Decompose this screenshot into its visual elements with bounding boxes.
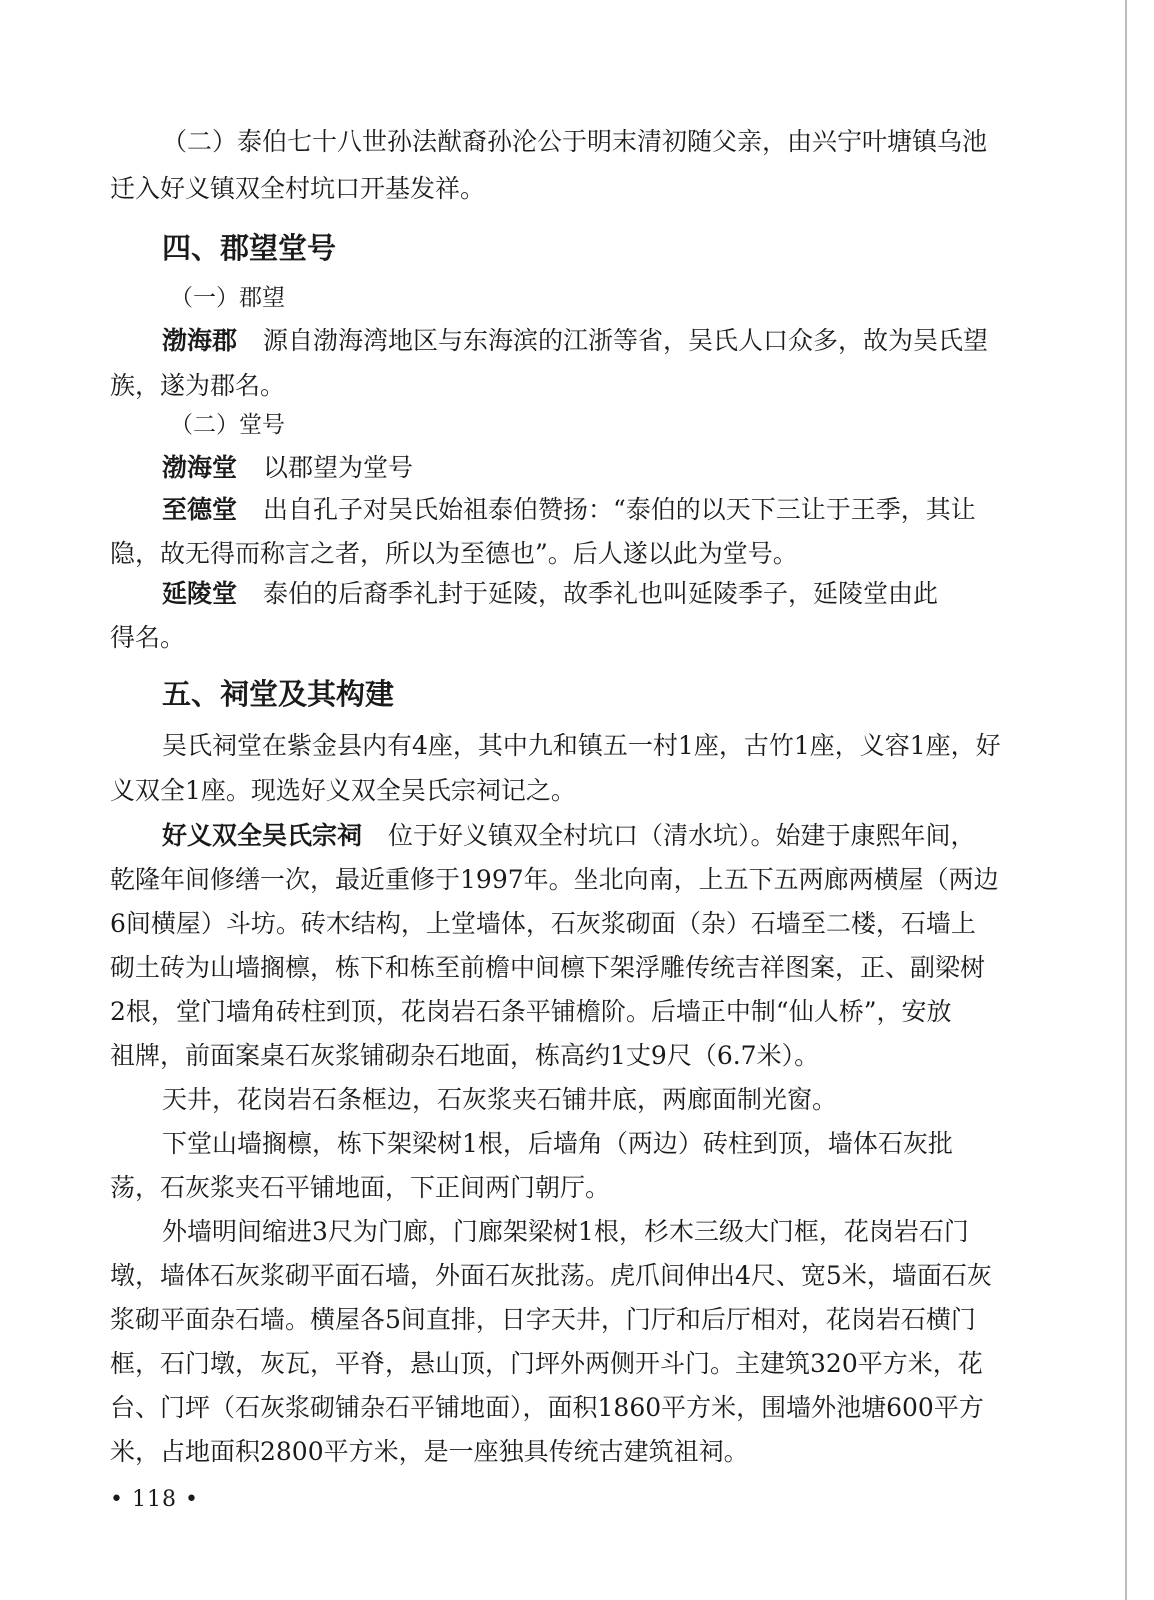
paragraph-ancestral-hall-line-3: 6间横屋）斗坊。砖木结构，上堂墙体，石灰浆砌面（杂）石墙至二楼，石墙上 <box>110 909 976 938</box>
term-bohai-tang: 渤海堂 <box>162 453 238 482</box>
paragraph-halls-line-1: 吴氏祠堂在紫金县内有4座，其中九和镇五一村1座，古竹1座，义容1座，好 <box>162 731 1001 760</box>
section-heading-5: 五、祠堂及其构建 <box>162 677 395 711</box>
paragraph-ancestral-hall-line-2: 乾隆年间修缮一次，最近重修于1997年。坐北向南，上五下五两廊两横屋（两边 <box>110 865 999 894</box>
paragraph-outer-wall-line-2: 墩，墙体石灰浆砌平面石墙，外面石灰批荡。虎爪间伸出4尺、宽5米，墙面石灰 <box>110 1261 992 1290</box>
entry-zhide-tang-line-1: 至德堂 出自孔子对吴氏始祖泰伯赞扬：“泰伯的以天下三让于王季，其让 <box>162 495 976 524</box>
entry-bohai-jun-line-1: 渤海郡 源自渤海湾地区与东海滨的江浙等省，吴氏人口众多，故为吴氏望 <box>162 326 989 355</box>
paragraph-ancestral-hall-line-5: 2根，堂门墙角砖柱到顶，花岗岩石条平铺檐阶。后墙正中制“仙人桥”，安放 <box>110 997 952 1026</box>
paragraph-migration-line-1: （二）泰伯七十八世孙法猷裔孙沦公于明末清初随父亲，由兴宁叶塘镇乌池 <box>162 127 988 156</box>
term-ancestral-hall: 好义双全吴氏宗祠 <box>162 821 363 850</box>
term-bohai-jun: 渤海郡 <box>162 326 238 355</box>
entry-yanling-tang-line-1: 延陵堂 泰伯的后裔季礼封于延陵，故季礼也叫延陵季子，延陵堂由此 <box>162 579 939 608</box>
paragraph-lower-hall-line-2: 荡，石灰浆夹石平铺地面，下正间两门朝厅。 <box>110 1173 611 1202</box>
paragraph-ancestral-hall-line-1: 好义双全吴氏宗祠 位于好义镇双全村坑口（清水坑）。始建于康熙年间， <box>162 821 976 850</box>
subheading-junwang: （一）郡望 <box>170 285 285 311</box>
page-number: • 118 • <box>110 1487 199 1512</box>
paragraph-ancestral-hall-line-4: 砌土砖为山墙搁檩，栋下和栋至前檐中间檩下架浮雕传统吉祥图案，正、副梁树 <box>110 953 986 982</box>
paragraph-ancestral-hall-line-6: 祖牌，前面案桌石灰浆铺砌杂石地面，栋高约1丈9尺（6.7米）。 <box>110 1041 820 1070</box>
entry-zhide-tang-line-2: 隐，故无得而称言之者，所以为至德也”。后人遂以此为堂号。 <box>110 539 798 568</box>
entry-yanling-tang-line-2: 得名。 <box>110 623 186 652</box>
paragraph-outer-wall-line-3: 浆砌平面杂石墙。横屋各5间直排，日字天井，门厅和后厅相对，花岗岩石横门 <box>110 1305 976 1334</box>
paragraph-courtyard: 天井，花岗岩石条框边，石灰浆夹石铺井底，两廊面制光窗。 <box>162 1085 838 1114</box>
paragraph-migration-line-2: 迁入好义镇双全村坑口开基发祥。 <box>110 174 486 203</box>
paragraph-outer-wall-line-4: 框，石门墩，灰瓦，平脊，悬山顶，门坪外两侧开斗门。主建筑320平方米，花 <box>110 1349 983 1378</box>
paragraph-lower-hall-line-1: 下堂山墙搁檩，栋下架梁树1根，后墙角（两边）砖柱到顶，墙体石灰批 <box>162 1129 953 1158</box>
paragraph-outer-wall-line-1: 外墙明间缩进3尺为门廊，门廊架梁树1根，杉木三级大门框，花岗岩石门 <box>162 1217 969 1246</box>
paragraph-outer-wall-line-5: 台、门坪（石灰浆砌铺杂石平铺地面），面积1860平方米，围墙外池塘600平方 <box>110 1393 984 1422</box>
entry-bohai-tang: 渤海堂 以郡望为堂号 <box>162 453 414 482</box>
term-yanling-tang: 延陵堂 <box>162 579 238 608</box>
entry-bohai-jun-line-2: 族，遂为郡名。 <box>110 371 286 400</box>
term-zhide-tang: 至德堂 <box>162 495 238 524</box>
paragraph-outer-wall-line-6: 米，占地面积2800平方米，是一座独具传统古建筑祖祠。 <box>110 1437 749 1466</box>
section-heading-4: 四、郡望堂号 <box>162 231 337 265</box>
paragraph-halls-line-2: 义双全1座。现选好义双全吴氏宗祠记之。 <box>110 776 576 805</box>
scan-edge-line <box>1125 0 1127 1600</box>
subheading-tanghao: （二）堂号 <box>170 412 285 438</box>
